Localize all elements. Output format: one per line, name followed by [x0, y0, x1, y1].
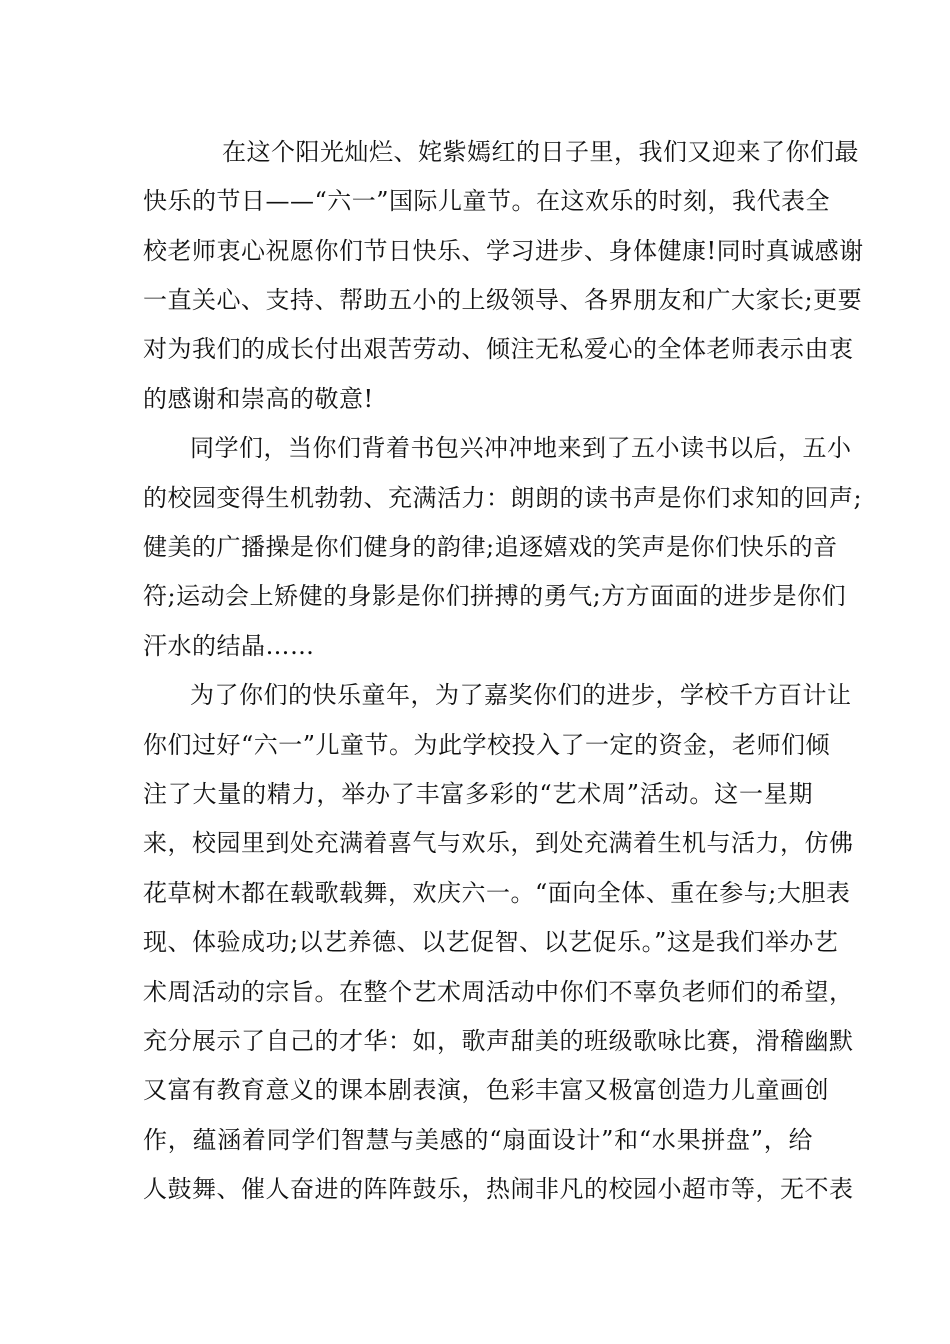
paragraph-1-line-1: 在这个阳光灿烂、姹紫嫣红的日子里，我们又迎来了你们最 [222, 138, 859, 166]
paragraph-3-line-3: 注了大量的精力，举办了丰富多彩的“艺术周”活动。这一星期 [143, 780, 813, 808]
paragraph-1-line-3: 校老师衷心祝愿你们节日快乐、学习进步、身体健康!同时真诚感谢 [143, 237, 864, 265]
paragraph-3-line-6: 现、体验成功;以艺养德、以艺促智、以艺促乐。”这是我们举办艺 [143, 928, 839, 956]
paragraph-3-line-9: 又富有教育意义的课本剧表演，色彩丰富又极富创造力儿童画创 [143, 1076, 829, 1104]
paragraph-2-line-1: 同学们，当你们背着书包兴冲冲地来到了五小读书以后，五小 [190, 434, 852, 462]
paragraph-3-line-8: 充分展示了自己的才华：如，歌声甜美的班级歌咏比赛，滑稽幽默 [143, 1027, 854, 1055]
paragraph-3-line-7: 术周活动的宗旨。在整个艺术周活动中你们不辜负老师们的希望， [143, 978, 854, 1006]
paragraph-3-line-5: 花草树木都在载歌载舞，欢庆六一。“面向全体、重在参与;大胆表 [143, 879, 851, 907]
paragraph-3-line-11: 人鼓舞、催人奋进的阵阵鼓乐，热闹非凡的校园小超市等，无不表 [143, 1175, 854, 1203]
paragraph-2-line-4: 符;运动会上矫健的身影是你们拼搏的勇气;方方面面的进步是你们 [143, 582, 847, 610]
paragraph-3-line-4: 来，校园里到处充满着喜气与欢乐，到处充满着生机与活力，仿佛 [143, 829, 854, 857]
paragraph-1-line-5: 对为我们的成长付出艰苦劳动、倾注无私爱心的全体老师表示由衷 [143, 335, 854, 363]
paragraph-1-line-6: 的感谢和崇高的敬意! [143, 385, 374, 413]
paragraph-2-line-2: 的校园变得生机勃勃、充满活力：朗朗的读书声是你们求知的回声; [143, 484, 863, 512]
paragraph-2-line-3: 健美的广播操是你们健身的韵律;追逐嬉戏的笑声是你们快乐的音 [143, 533, 838, 561]
paragraph-2-line-5: 汗水的结晶…… [143, 632, 315, 660]
paragraph-1-line-4: 一直关心、支持、帮助五小的上级领导、各界朋友和广大家长;更要 [143, 286, 863, 314]
paragraph-1-line-2: 快乐的节日——“六一”国际儿童节。在这欢乐的时刻，我代表全 [143, 187, 831, 215]
paragraph-3-line-10: 作，蕴涵着同学们智慧与美感的“扇面设计”和“水果拼盘”，给 [143, 1126, 813, 1154]
paragraph-3-line-2: 你们过好“六一”儿童节。为此学校投入了一定的资金，老师们倾 [143, 731, 831, 759]
paragraph-3-line-1: 为了你们的快乐童年，为了嘉奖你们的进步，学校千方百计让 [190, 681, 852, 709]
